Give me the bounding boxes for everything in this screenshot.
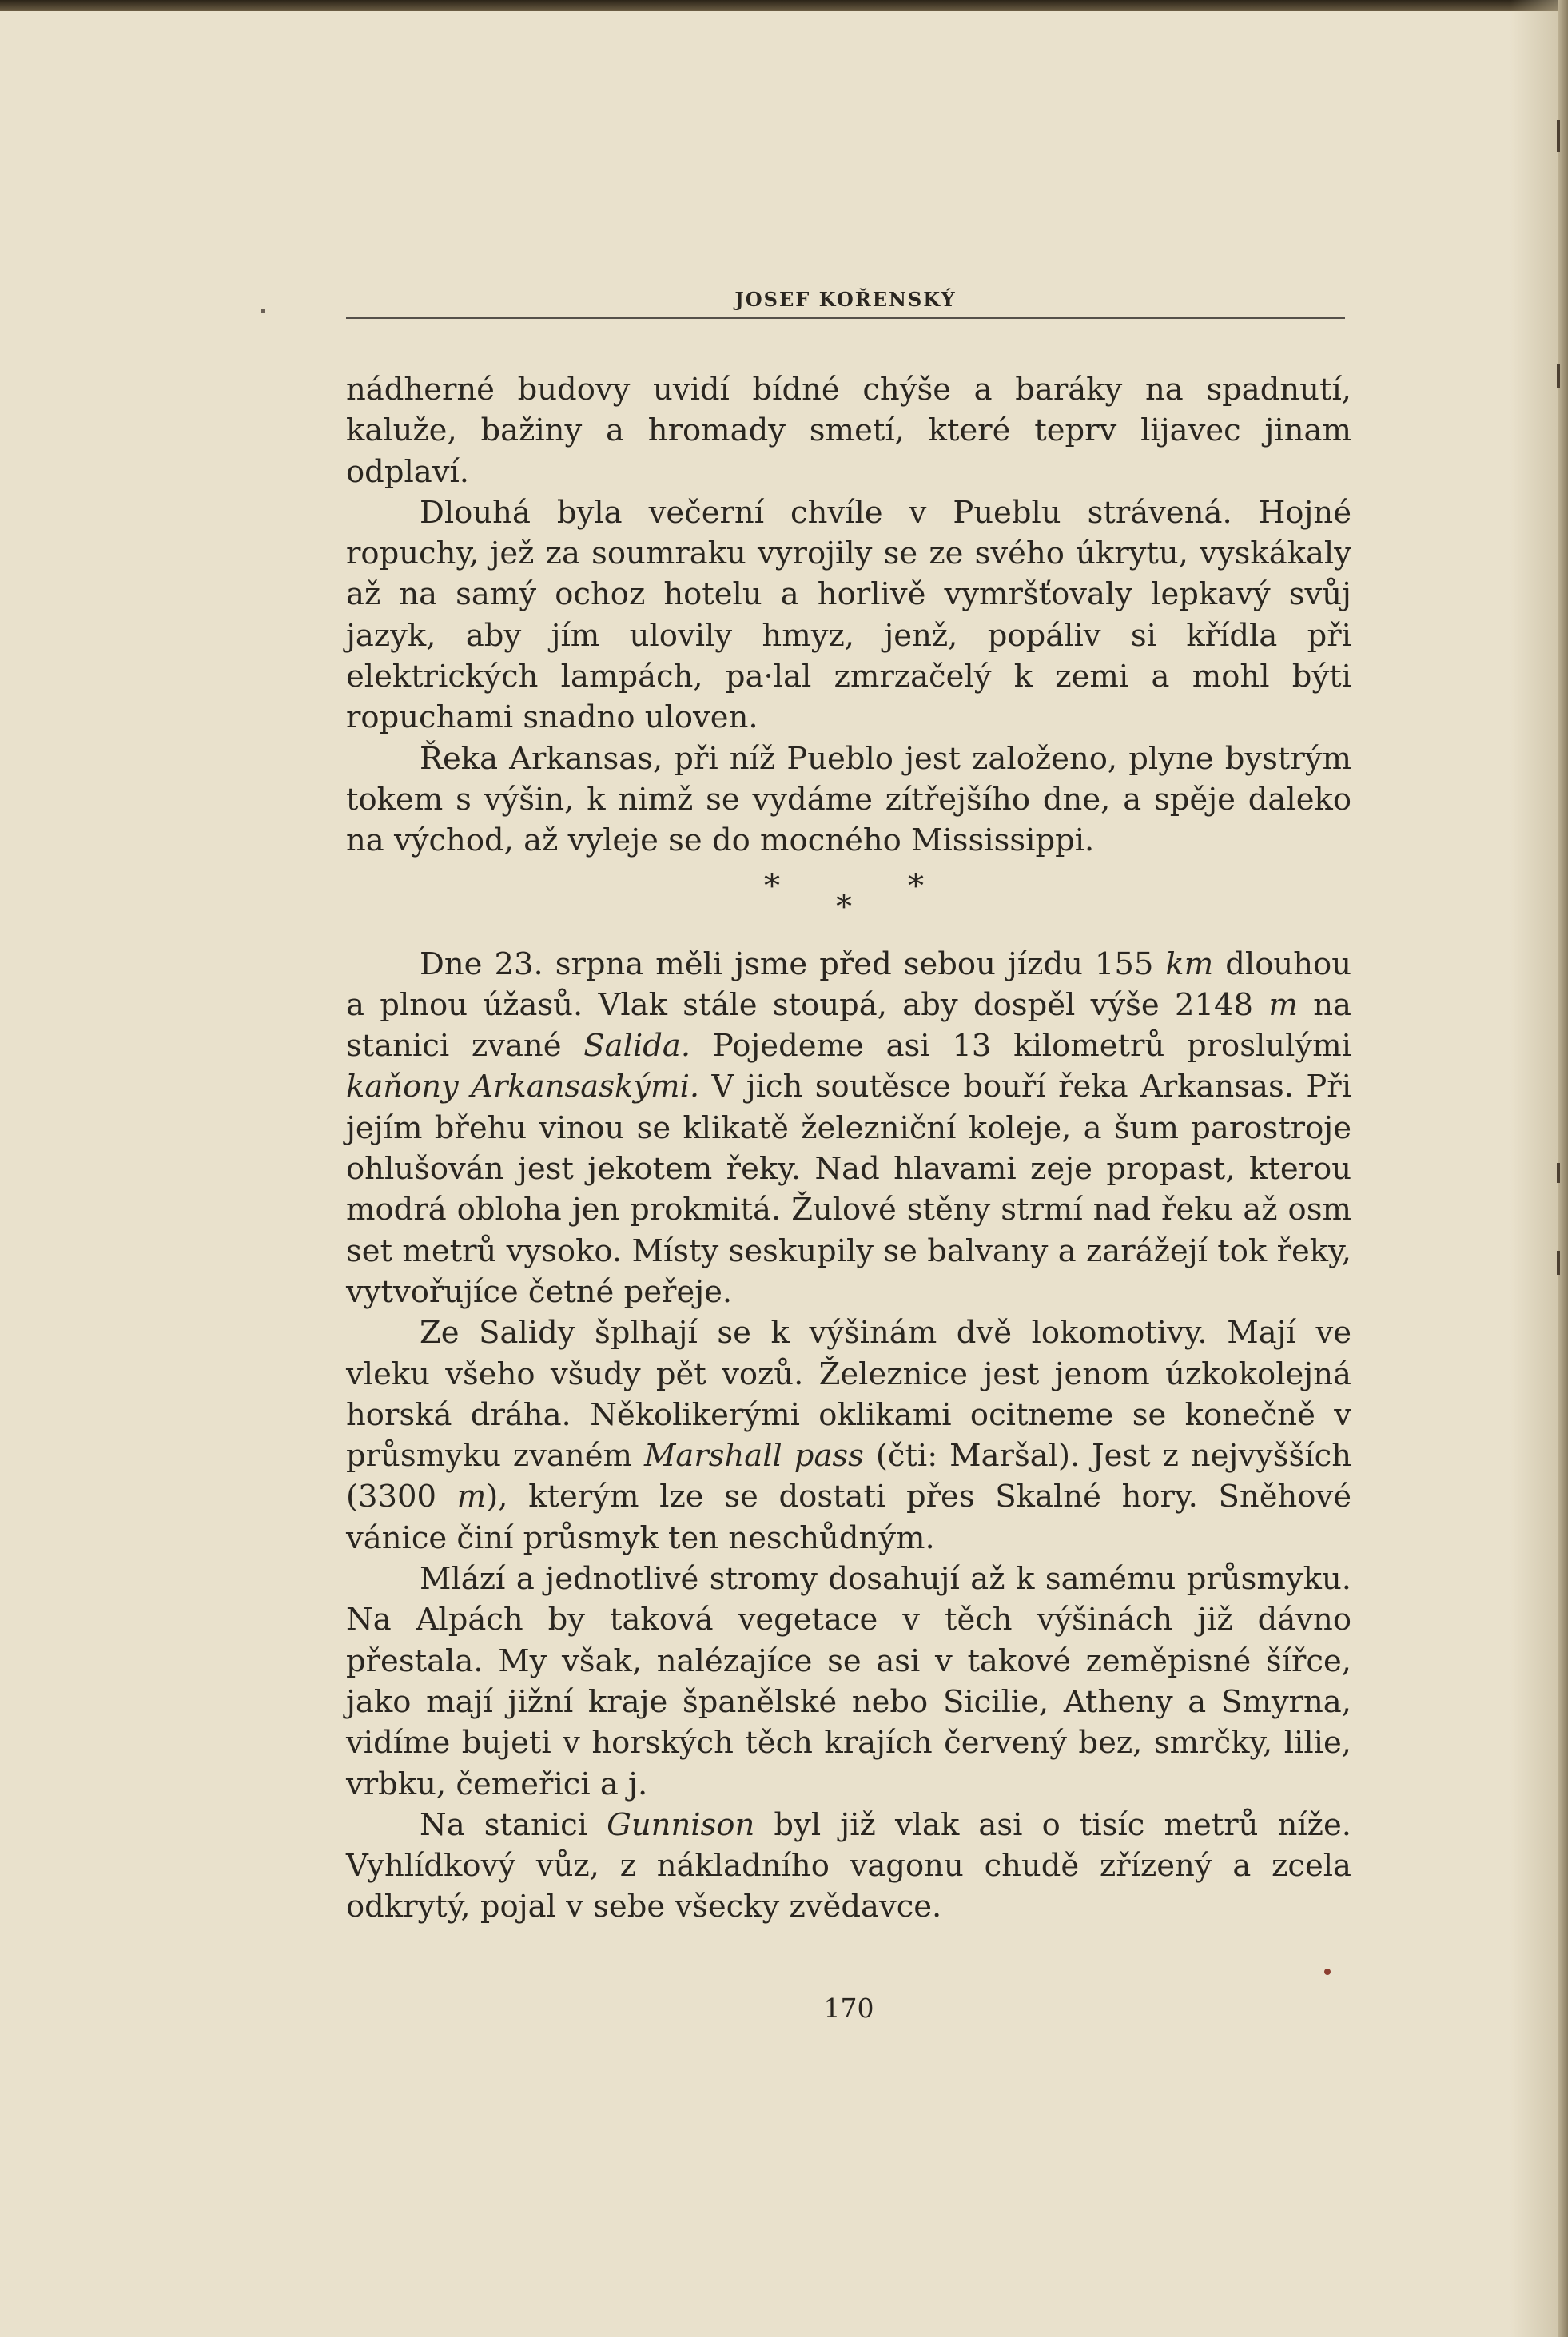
- asterisk: *: [836, 888, 852, 926]
- italic-run: Salida.: [583, 1028, 691, 1065]
- section-separator: [346, 867, 1351, 941]
- italic-run: km: [1165, 946, 1214, 982]
- ink-speck: [1324, 1969, 1331, 1975]
- page-number: 170: [823, 1993, 874, 2024]
- text-run: na stanici zvané: [346, 986, 1351, 1065]
- asterisk: *: [764, 867, 780, 905]
- text-run: ), kterým lze se dostati přes Skalné hory. Sněhové vánice činí průsmyk ten neschůdným.: [346, 1479, 1351, 1556]
- running-head: JOSEF KOŘENSKÝ: [734, 288, 957, 311]
- text-run: byl již vlak asi o tisíc metrů níže. Vyhlídkový vůz, z nákladního vagonu chudě zřízený a zcela odkrytý, pojal v sebe všecky zvědavce.: [346, 1806, 1351, 1925]
- paragraph: [346, 944, 1351, 1313]
- italic-run: m: [456, 1479, 487, 1515]
- page-shade: [1510, 0, 1558, 2337]
- text-run: V jich soutěsce bouří řeka Arkansas. Při jejím břehu vinou se klikatě železniční koleje, a šum parostroje ohlušován jest jekotem řeky. Nad hlavami zeje propast, kterou modrá obloha jen prokmitá. Žulové stěny strmí nad řeku až osm set metrů vysoko. Místy seskupily se balvany a zarážejí tok řeky, vytvořujíce četné peřeje.: [346, 1069, 1352, 1310]
- paragraph: nádherné budovy uvidí bídné chýše a baráky na spadnutí, kaluže, bažiny a hromady smetí, které teprv lijavec jinam odplaví.: [346, 372, 1351, 490]
- edge-mark: [1557, 1163, 1560, 1183]
- paragraph: [346, 1805, 1351, 1928]
- italic-run: Gunnison: [607, 1806, 755, 1843]
- ink-speck: [261, 309, 265, 313]
- text-run: Ze Salidy šplhají se k výšinám dvě lokomotivy. Mají ve vleku všeho všudy pět vozů. Železnice jest jenom úzkokolejná horská dráha. Několikerými oklikami ocitneme se konečně v průsmyku zvaném: [346, 1315, 1351, 1475]
- header-rule: [346, 317, 1345, 319]
- text-run: (čti: Maršal). Jest z nejvyšších (3300: [346, 1438, 1351, 1515]
- text-run: Na stanici: [420, 1806, 607, 1843]
- text-run: dlouhou a plnou úžasů. Vlak stále stoupá, aby dospěl výše 2148: [346, 946, 1351, 1023]
- text-run: Dne 23. srpna měli jsme před sebou jízdu 155: [420, 946, 1166, 982]
- text-run: Pojedeme asi 13 kilometrů proslulými: [690, 1028, 1351, 1065]
- paragraph: Dlouhá byla večerní chvíle v Pueblu strávená. Hojné ropuchy, jež za soumraku vyrojily se ze svého úkrytu, vyskákaly až na samý ochoz hotelu a horlivě vymršťovaly lepkavý svůj jazyk, aby jím ulovily hmyz, jenž, popáliv si křídla při elektrických lampách, pa·lal zmrzačelý k zemi a mohl býti ropuchami snadno uloven.: [346, 494, 1351, 736]
- paragraph: Mlází a jednotlivé stromy dosahují až k samému průsmyku. Na Alpách by taková vegetace v těch výšinách již dávno přestala. My však, nalézajíce se asi v takové zeměpisné šířce, jako mají jižní kraje španělské nebo Sicilie, Atheny a Smyrna, vidíme bujeti v horských těch krajích červený bez, smrčky, lilie, vrbku, čemeřici a j.: [346, 1561, 1351, 1802]
- body-text: [346, 369, 1351, 1928]
- italic-run: kaňony Arkansaskými.: [346, 1069, 700, 1105]
- asterisk: *: [908, 867, 924, 905]
- edge-mark: [1557, 364, 1560, 388]
- edge-mark: [1557, 1251, 1560, 1275]
- italic-run: m: [1268, 986, 1298, 1023]
- italic-run: Marshall pass: [643, 1438, 864, 1475]
- paragraph: Řeka Arkansas, při níž Pueblo jest založeno, plyne bystrým tokem s výšin, k nimž se vydáme zítřejšího dne, a spěje daleko na východ, až vyleje se do mocného Mississippi.: [346, 740, 1351, 859]
- page-edge-top: [0, 0, 1568, 11]
- paragraph: [346, 1312, 1351, 1559]
- edge-mark: [1557, 120, 1560, 152]
